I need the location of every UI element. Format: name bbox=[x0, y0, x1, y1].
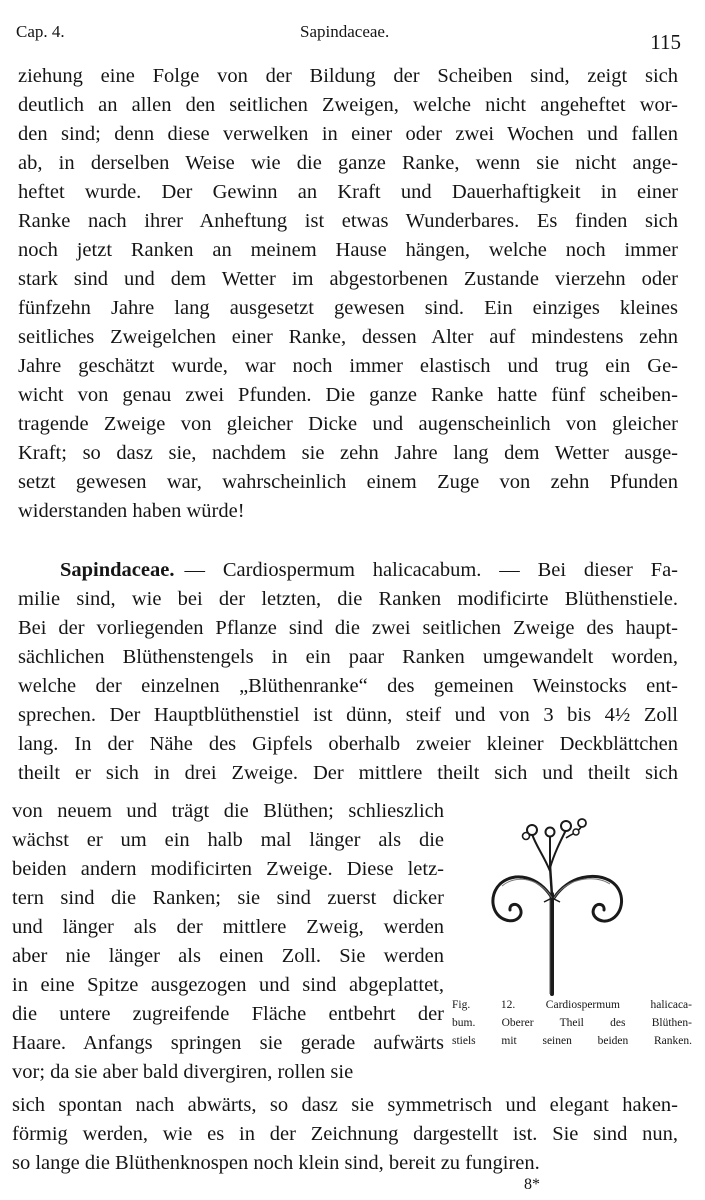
text-line: fünfzehn Jahre lang ausgesetzt gewesen sind. Ein einziges kleines bbox=[18, 297, 678, 319]
caption-line: stiels mit seinen beiden Ranken. bbox=[452, 1035, 692, 1047]
text-line: so lange die Blüthenknospen noch klein sind, bereit zu fungiren. bbox=[12, 1152, 540, 1174]
text-line: die untere zugreifende Fläche entbehrt der bbox=[12, 1003, 444, 1025]
text-line: und länger als der mittlere Zweig, werden bbox=[12, 916, 444, 938]
text-line: wächst er um ein halb mal länger als die bbox=[12, 829, 444, 851]
text-line: lang. In der Nähe des Gipfels oberhalb zweier kleiner Deckblättchen bbox=[18, 733, 678, 755]
text-line: widerstanden haben würde! bbox=[18, 500, 245, 522]
text-line: deutlich an allen den seitlichen Zweigen, welche nicht angeheftet wor- bbox=[18, 94, 678, 116]
text-line: milie sind, wie bei der letzten, die Ranken modificirte Blüthenstiele. bbox=[18, 588, 678, 610]
signature-mark: 8* bbox=[524, 1176, 540, 1193]
text-line: heftet wurde. Der Gewinn an Kraft und Dauerhaftigkeit in einer bbox=[18, 181, 678, 203]
caption-line: bum. Oberer Theil des Blüthen- bbox=[452, 1017, 692, 1029]
text-line: tragende Zweige von gleicher Dicke und augenscheinlich von gleicher bbox=[18, 413, 678, 435]
text-line: förmig werden, wie es in der Zeichnung dargestellt ist. Sie sind nun, bbox=[12, 1123, 678, 1145]
text-line: in eine Spitze ausgezogen und sind abgeplattet, bbox=[12, 974, 444, 996]
text-line: Kraft; so dasz sie, nachdem sie zehn Jahre lang dem Wetter ausge- bbox=[18, 442, 678, 464]
text-line: setzt gewesen war, wahrscheinlich einem Zuge von zehn Pfunden bbox=[18, 471, 678, 493]
text-line: welche der einzelnen „Blüthenranke“ des gemeinen Weinstocks ent- bbox=[18, 675, 678, 697]
text-line: sprechen. Der Hauptblüthenstiel ist dünn, steif und von 3 bis 4½ Zoll bbox=[18, 704, 678, 726]
text-line: noch jetzt Ranken an meinem Hause hängen, welche noch immer bbox=[18, 239, 678, 261]
text-line: von neuem und trägt die Blüthen; schlieszlich bbox=[12, 800, 444, 822]
figure-caption bbox=[452, 996, 692, 1050]
text-line: wicht von genau zwei Pfunden. Die ganze Ranke hatte fünf scheiben- bbox=[18, 384, 678, 406]
caption-line: Fig. 12. Cardiospermum halicaca- bbox=[452, 999, 692, 1011]
page-number: 115 bbox=[650, 30, 681, 54]
section-heading-rest: — Cardiospermum halicacabum. — Bei dieser Fa- bbox=[184, 559, 678, 581]
text-line: ziehung eine Folge von der Bildung der Scheiben sind, zeigt sich bbox=[18, 65, 678, 87]
text-line: Bei der vorliegenden Pflanze sind die zwei seitlichen Zweige des haupt- bbox=[18, 617, 678, 639]
text-line: theilt er sich in drei Zweige. Der mittlere theilt sich und theilt sich bbox=[18, 762, 678, 784]
cardiospermum-illustration bbox=[484, 816, 654, 996]
text-line: sächlichen Blüthenstengels in ein paar Ranken umgewandelt worden, bbox=[18, 646, 678, 668]
running-title: Sapindaceae. bbox=[300, 22, 390, 41]
text-line: beiden andern modificirten Zweige. Diese letz- bbox=[12, 858, 444, 880]
text-line: tern sind die Ranken; sie sind zuerst dicker bbox=[12, 887, 444, 909]
text-line: aber nie länger als einen Zoll. Sie werden bbox=[12, 945, 444, 967]
text-line: Jahre geschätzt wurde, war noch immer elastisch und trug ein Ge- bbox=[18, 355, 678, 377]
section-heading: Sapindaceae. bbox=[60, 559, 175, 581]
text-line: Haare. Anfangs springen sie gerade aufwärts bbox=[12, 1032, 444, 1054]
text-line: Ranke nach ihrer Anheftung ist etwas Wunderbares. Es finden sich bbox=[18, 210, 678, 232]
text-line: ab, in derselben Weise wie die ganze Ranke, wenn sie nicht ange- bbox=[18, 152, 678, 174]
chapter-label: Cap. 4. bbox=[16, 22, 65, 41]
text-line: den sind; denn diese verwelken in einer oder zwei Wochen und fallen bbox=[18, 123, 678, 145]
text-line: seitliches Zweigelchen einer Ranke, dessen Alter auf mindestens zehn bbox=[18, 326, 678, 348]
running-header bbox=[16, 22, 681, 54]
section-first-line bbox=[60, 556, 678, 585]
text-line: vor; da sie aber bald divergiren, rollen sie bbox=[12, 1061, 354, 1083]
text-line: stark sind und dem Wetter im abgestorbenen Zustande vierzehn oder bbox=[18, 268, 678, 290]
text-line: sich spontan nach abwärts, so dasz sie symmetrisch und elegant haken- bbox=[12, 1094, 678, 1116]
